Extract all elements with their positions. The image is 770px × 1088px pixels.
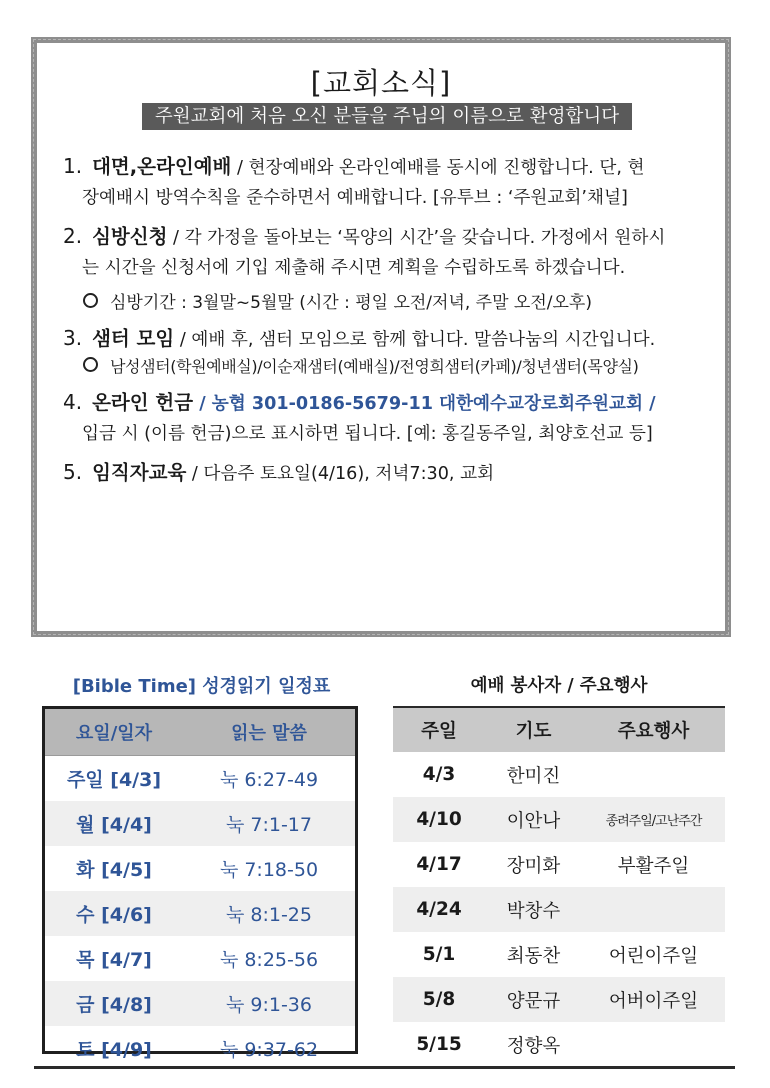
- service-schedule-table: [393, 706, 725, 1069]
- reading-passage: 눅 7:18-50: [219, 859, 319, 881]
- item-separator: /: [193, 394, 212, 414]
- main-event: 어린이주일: [608, 945, 699, 967]
- prayer-leader: 최동찬: [506, 945, 561, 967]
- service-schedule-title: 예배 봉사자 / 주요행사: [470, 676, 648, 696]
- table-row: [393, 932, 725, 977]
- prayer-leader: 한미진: [506, 765, 561, 787]
- service-date: 4/17: [416, 854, 462, 875]
- reading-passage: 눅 7:1-17: [183, 801, 355, 846]
- news-title: [교회소식]: [310, 66, 452, 100]
- item-heading: 샘터 모임: [92, 327, 175, 350]
- visitation-period: [63, 289, 723, 317]
- reading-day: 금 [4/8]: [45, 981, 183, 1026]
- table-row: [45, 981, 355, 1026]
- item-number: 1.: [63, 154, 83, 178]
- item-text: / 현장예배와 온라인예배를 동시에 진행합니다. 단, 현: [231, 158, 645, 178]
- table-row: [45, 756, 355, 802]
- item-heading: 심방신청: [92, 225, 168, 248]
- item-number: 5.: [63, 460, 83, 484]
- main-event: 종려주일/고난주간: [582, 797, 725, 842]
- reading-day: 수 [4/6]: [45, 891, 183, 936]
- small-group-list: [63, 353, 723, 381]
- reading-passage: 눅 6:27-49: [219, 769, 319, 791]
- reading-day: 월 [4/4]: [45, 801, 183, 846]
- item-heading: 대면,온라인예배: [92, 155, 232, 178]
- reading-day: 주일 [4/3]: [66, 769, 162, 791]
- item-text-continued: 는 시간을 신청서에 기입 제출해 주시면 계획을 수립하도록 하겠습니다.: [82, 258, 626, 278]
- table-header-row: [393, 707, 725, 752]
- service-date: 4/3: [422, 764, 456, 785]
- sub-text: 심방기간 : 3월말~5월말 (시간 : 평일 오전/저녁, 주말 오전/오후): [110, 293, 592, 313]
- prayer-leader: 박창수: [485, 887, 582, 932]
- column-header-day: 요일/일자: [45, 709, 183, 756]
- table-row: [393, 977, 725, 1022]
- bank-account: 농협 301-0186-5679-11 대한예수교장로회주원교회: [211, 394, 644, 414]
- item-number: 4.: [63, 390, 83, 414]
- item-number: 2.: [63, 224, 83, 248]
- sub-text: 남성샘터(학원예배실)/이순재샘터(예배실)/전영희샘터(카페)/청년샘터(목양실): [110, 357, 639, 376]
- reading-passage: 눅 8:1-25: [183, 891, 355, 936]
- reading-passage: 눅 9:37-62: [219, 1039, 319, 1061]
- table-row: [393, 1022, 725, 1068]
- circle-bullet-icon: [83, 293, 98, 308]
- bottom-divider: [34, 1066, 735, 1069]
- column-header-sunday: 주일: [393, 707, 485, 752]
- reading-day: 화 [4/5]: [76, 859, 152, 881]
- table-row: [45, 801, 355, 846]
- reading-day: 토 [4/9]: [76, 1039, 152, 1061]
- church-news-box: [31, 37, 731, 637]
- news-item-visitation: [63, 221, 723, 283]
- news-list: [63, 151, 723, 497]
- prayer-leader: 장미화: [506, 855, 561, 877]
- service-date: 4/10: [393, 797, 485, 842]
- table-row: [45, 1026, 355, 1071]
- item-number: 3.: [63, 326, 83, 350]
- service-date: 4/24: [393, 887, 485, 932]
- item-heading: 온라인 헌금: [92, 391, 194, 414]
- table-row: [393, 887, 725, 932]
- bible-reading-table: [42, 706, 358, 1061]
- item-separator-tail: /: [643, 394, 656, 414]
- news-item-worship: [63, 151, 723, 213]
- column-header-event: 주요행사: [582, 707, 725, 752]
- service-date: 5/15: [393, 1022, 485, 1068]
- reading-passage: 눅 9:1-36: [183, 981, 355, 1026]
- prayer-leader: 양문규: [485, 977, 582, 1022]
- prayer-leader: 정향옥: [485, 1022, 582, 1068]
- table-row: [45, 936, 355, 981]
- circle-bullet-icon: [83, 357, 98, 372]
- bible-time-title: [Bible Time] 성경읽기 일정표: [72, 676, 331, 697]
- column-header-prayer: 기도: [485, 707, 582, 752]
- news-item-online-offering: [63, 387, 723, 449]
- item-text-continued: 입금 시 (이름 헌금)으로 표시하면 됩니다. [예: 홍길동주일, 최양호선교 등]: [82, 424, 653, 444]
- news-item-officer-training: [63, 457, 723, 489]
- main-event: 어버이주일: [582, 977, 725, 1022]
- main-event: [582, 752, 725, 797]
- service-date: 5/1: [422, 944, 456, 965]
- item-text: / 예배 후, 샘터 모임으로 함께 합니다. 말씀나눔의 시간입니다.: [174, 330, 656, 350]
- news-item-small-group: [63, 323, 723, 355]
- reading-day: 목 [4/7]: [76, 949, 152, 971]
- main-event: [582, 887, 725, 932]
- reading-passage: 눅 8:25-56: [219, 949, 319, 971]
- main-event: 부활주일: [617, 855, 690, 877]
- service-date: 5/8: [393, 977, 485, 1022]
- column-header-passage: 읽는 말씀: [183, 709, 355, 756]
- welcome-banner: 주원교회에 처음 오신 분들을 주님의 이름으로 환영합니다: [142, 103, 632, 130]
- item-text: / 각 가정을 돌아보는 ‘목양의 시간’을 갖습니다. 가정에서 원하시: [167, 228, 666, 248]
- table-row: [45, 846, 355, 891]
- item-heading: 임직자교육: [92, 461, 187, 484]
- item-text-continued: 장예배시 방역수칙을 준수하면서 예배합니다. [유투브 : ‘주원교회’채널]: [82, 188, 628, 208]
- table-row: [393, 842, 725, 887]
- table-row: [393, 752, 725, 797]
- prayer-leader: 이안나: [485, 797, 582, 842]
- main-event: [582, 1022, 725, 1068]
- table-row: [393, 797, 725, 842]
- table-row: [45, 891, 355, 936]
- table-header-row: [45, 709, 355, 756]
- item-text: / 다음주 토요일(4/16), 저녁7:30, 교회: [186, 464, 495, 484]
